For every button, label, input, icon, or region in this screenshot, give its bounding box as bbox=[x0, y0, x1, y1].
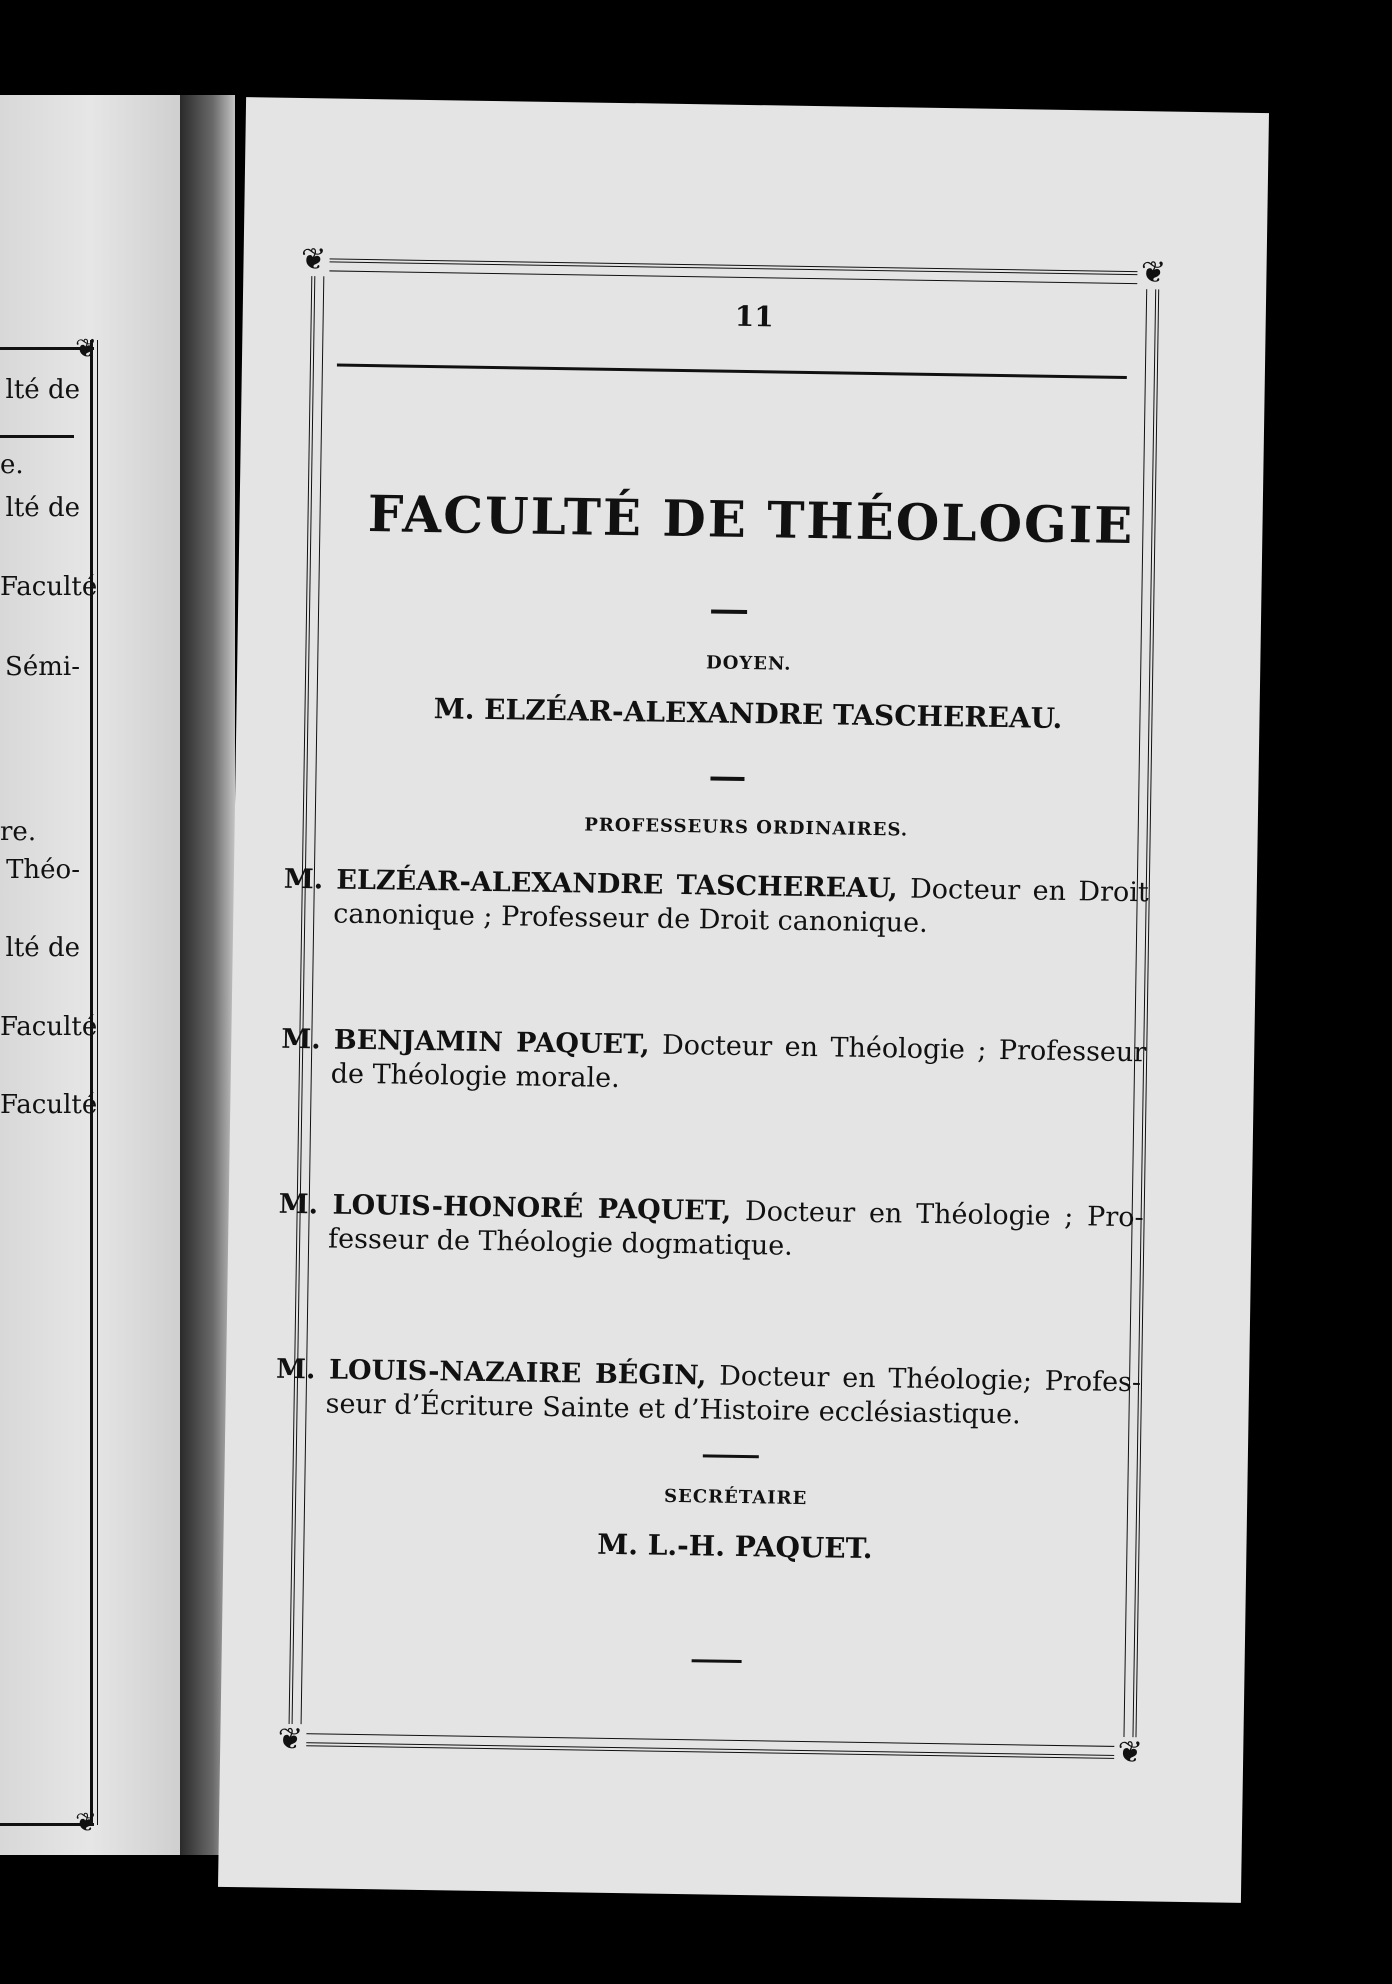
corner-ornament-icon: ❦ bbox=[1137, 257, 1169, 289]
text-fragment: re. bbox=[0, 817, 37, 847]
professor-name: M. LOUIS-HONORÉ PAQUET, bbox=[278, 1188, 732, 1227]
professor-title: Docteur en Théologie ; Pro- bbox=[744, 1196, 1144, 1234]
previous-page bbox=[0, 95, 180, 1855]
professor-name: M. BENJAMIN PAQUET, bbox=[281, 1023, 650, 1061]
professor-title: Docteur en Théologie; Profes- bbox=[719, 1360, 1142, 1399]
text-fragment: lté de bbox=[5, 493, 80, 523]
professor-description: seur d’Écriture Sainte et d’Histoire ecclésiastique. bbox=[325, 1388, 1021, 1431]
separator-dash bbox=[711, 609, 747, 614]
doyen-label: DOYEN. bbox=[705, 652, 792, 675]
text-fragment: Sémi- bbox=[5, 652, 80, 682]
professor-title: Docteur en Théologie ; Professeur bbox=[661, 1029, 1147, 1069]
corner-ornament-icon: ❦ bbox=[75, 334, 97, 364]
professor-entry bbox=[278, 1188, 1144, 1270]
page-title: FACULTÉ DE THÉOLOGIE bbox=[367, 484, 1135, 556]
corner-ornament-icon: ❦ bbox=[297, 244, 329, 276]
corner-ornament-icon: ❦ bbox=[274, 1724, 306, 1756]
professor-name: M. LOUIS-NAZAIRE BÉGIN, bbox=[275, 1353, 707, 1392]
text-fragment: Théo- bbox=[6, 855, 80, 885]
professor-entry bbox=[275, 1353, 1141, 1435]
professor-entry bbox=[283, 863, 1149, 945]
page-11 bbox=[218, 97, 1269, 1903]
corner-ornament-icon: ❦ bbox=[75, 1808, 97, 1838]
secretaire-name: M. L.-H. PAQUET. bbox=[596, 1527, 873, 1566]
text-fragment: Faculté bbox=[0, 572, 98, 602]
text-fragment: Faculté bbox=[0, 1012, 98, 1042]
doyen-name: M. ELZÉAR-ALEXANDRE TASCHEREAU. bbox=[433, 692, 1063, 735]
text-fragment: lté de bbox=[5, 933, 80, 963]
professeurs-label: PROFESSEURS ORDINAIRES. bbox=[584, 814, 909, 841]
corner-ornament-icon: ❦ bbox=[1114, 1737, 1146, 1769]
separator-dash bbox=[710, 776, 744, 781]
professor-description: canonique ; Professeur de Droit canonique. bbox=[333, 898, 928, 939]
professor-description: de Théologie morale. bbox=[330, 1058, 620, 1095]
header-rule bbox=[0, 435, 74, 438]
text-fragment: lté de bbox=[5, 375, 80, 405]
page-number: 11 bbox=[734, 299, 774, 334]
text-fragment: e. bbox=[0, 450, 24, 480]
secretaire-label: SECRÉTAIRE bbox=[663, 1485, 808, 1510]
frame-border bbox=[90, 340, 98, 1825]
professor-title: Docteur en Droit bbox=[909, 873, 1149, 909]
professor-description: fesseur de Théologie dogmatique. bbox=[327, 1223, 794, 1262]
professor-name: M. ELZÉAR-ALEXANDRE TASCHEREAU, bbox=[283, 863, 898, 905]
professor-entry bbox=[281, 1023, 1147, 1105]
text-fragment: Faculté bbox=[0, 1090, 98, 1120]
